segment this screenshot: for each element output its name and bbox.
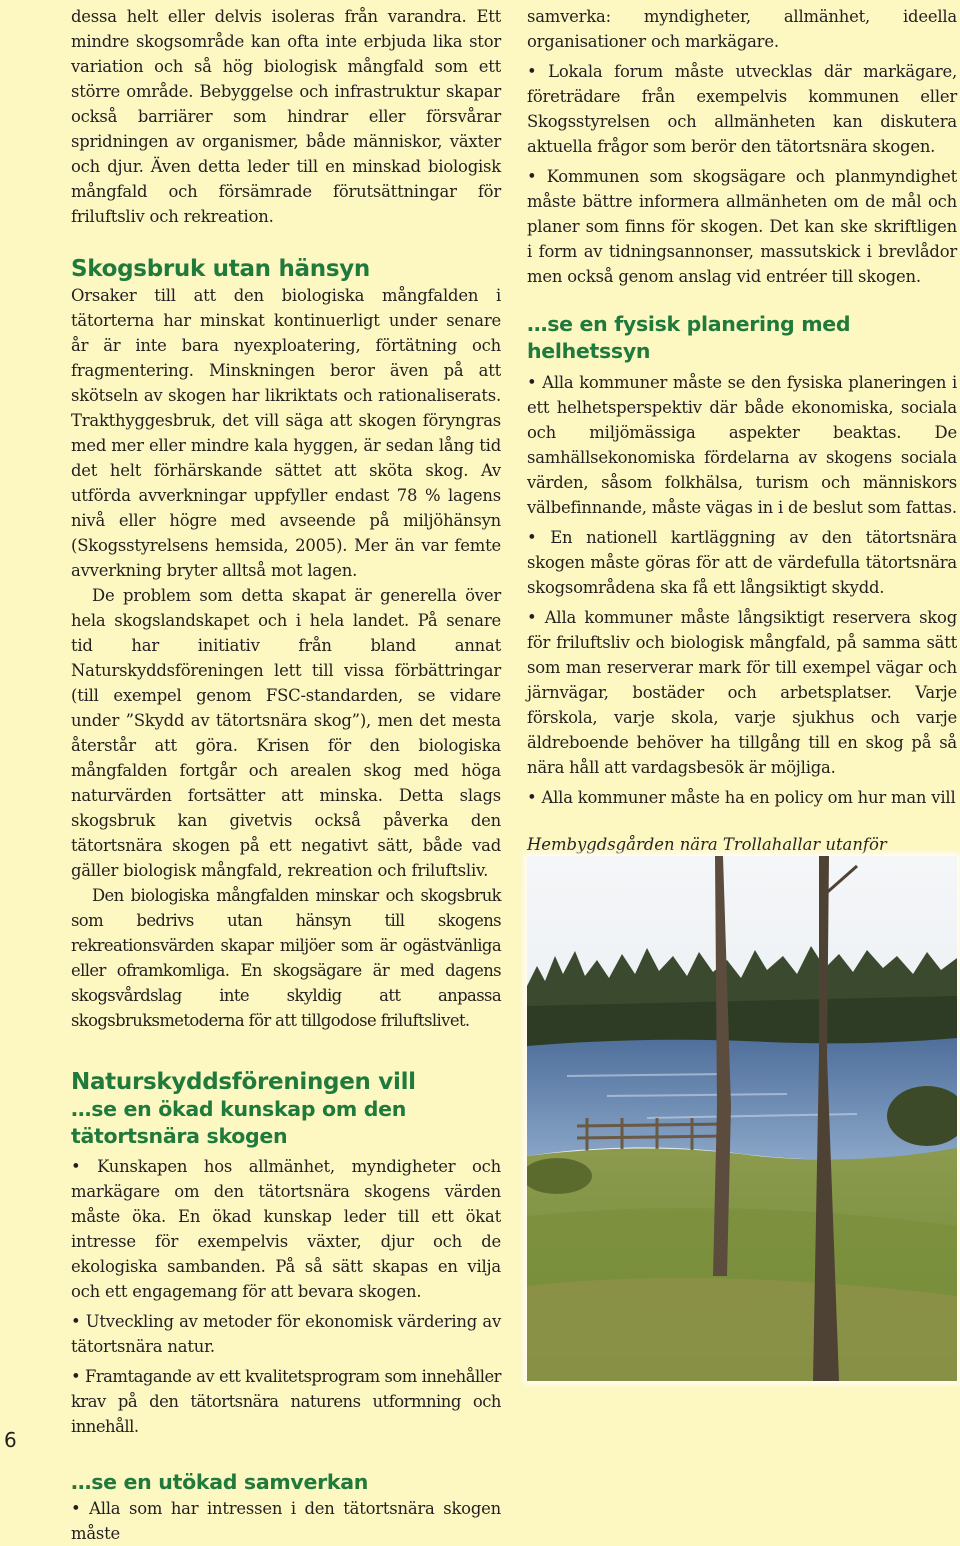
planering-bullet-3: • Alla kommuner måste långsiktigt reservera skog för friluftsliv och biologisk mångfald, på samma sätt som man reserverar mark för till exempel vägar och järnvägar, bostäder och arbetsplatser. Varje förskola, varje skola, varje sjukhus och varje äldreboende behöver ha tillgång till en skog på så nära håll att vardagsbesök är möjliga. bbox=[527, 608, 957, 777]
heading-samverkan: …se en utökad samverkan bbox=[71, 1470, 369, 1494]
planering-bullet-4: • Alla kommuner måste ha en policy om hur man vill bbox=[527, 788, 956, 807]
heading-kunskap: …se en ökad kunskap om den tätortsnära skogen bbox=[71, 1097, 406, 1148]
samverkan-bullet-2: • Lokala forum måste utvecklas där markägare, företrädare från exempelvis kommunen eller Skogsstyrelsen och allmänheten kan diskutera aktuella frågor som berör den tätortsnära skogen. bbox=[527, 62, 957, 156]
kunskap-bullet-2: • Utveckling av metoder för ekonomisk värdering av tätortsnära natur. bbox=[71, 1312, 501, 1356]
heading-skogsbruk: Skogsbruk utan hänsyn bbox=[71, 256, 370, 282]
heading-planering: …se en fysisk planering med helhetssyn bbox=[527, 312, 851, 363]
planering-bullet-1: • Alla kommuner måste se den fysiska planeringen i ett helhetsperspektiv där både ekonomiska, sociala och miljömässiga aspekter beaktas. De samhällsekonomiska fördelarna av skogens sociala värden, såsom folkhälsa, turism och människors välbefinnande, måste vägas in i de beslut som fattas. bbox=[527, 373, 957, 517]
left-column bbox=[71, 4, 501, 1546]
right-column bbox=[527, 4, 957, 882]
samverkan-bullet-3: • Kommunen som skogsägare och planmyndighet måste bättre informera allmänheten om de mål och planer som finns för skogen. Det kan ske skriftligen i form av tidningsannonser, massutskick i brevlådor men också genom anslag vid entréer till skogen. bbox=[527, 167, 957, 286]
lake-landscape-image bbox=[527, 856, 957, 1381]
samverkan-bullet-1: • Alla som har intressen i den tätortsnära skogen måste bbox=[71, 1499, 501, 1543]
heading-naturskyddsforeningen: Naturskyddsföreningen vill bbox=[71, 1069, 416, 1095]
skogsbruk-paragraph-1: Orsaker till att den biologiska mångfalden i tätorterna har minskat kontinuerligt under senare år är inte bara nyexploatering, förtätning och fragmentering. Minskningen beror även på att skötseln av skogen har likriktats och rationaliserats. Trakthyggesbruk, det vill säga att skogen föryngras med mer eller mindre kala hyggen, är sedan lång tid det helt förhärskande sättet att sköta skog. Av utförda avverkningar uppfyller endast 78 % lagens nivå eller högre med avseende på miljöhänsyn (Skogsstyrelsens hemsida, 2005). Mer än var femte avverkning bryter alltså mot lagen. bbox=[71, 286, 501, 580]
page-number: 6 bbox=[4, 1428, 17, 1452]
samverkan-continued: samverka: myndigheter, allmänhet, ideella organisationer och markägare. bbox=[527, 7, 957, 51]
skogsbruk-paragraph-3: Den biologiska mångfalden minskar och skogsbruk som bedrivs utan hänsyn till skogens rekreationsvärden skapar miljöer som är ogästvänliga eller oframkomliga. En skogsägare är med dagens skogsvårdslag inte skyldig att anpassa skogsbruksmetoderna för att tillgodose friluftslivet. bbox=[71, 886, 501, 1030]
skogsbruk-paragraph-2: De problem som detta skapat är generella över hela skogslandskapet och i hela landet. På senare tid har initiativ från bland annat Naturskyddsföreningen lett till vissa förbättringar (till exempel genom FSC-standarden, se vidare under ”Skydd av tätortsnära skog”), men det mesta återstår att göra. Krisen för den biologiska mångfalden fortgår och arealen skog med höga naturvärden fortsätter att minska. Detta slags skogsbruk kan givetvis också påverka den tätortsnära skogen på ett negativt sätt, både vad gäller biologisk mångfald, rekreation och friluftsliv. bbox=[71, 586, 501, 880]
lake-photo bbox=[527, 856, 957, 1381]
intro-paragraph: dessa helt eller delvis isoleras från varandra. Ett mindre skogsområde kan ofta inte erbjuda lika stor variation och så hög biologisk mångfald som ett större område. Bebyggelse och infrastruktur skapar också barriärer som hindrar eller försvårar spridningen av organismer, både människor, växter och djur. Även detta leder till en minskad biologisk mångfald och försämrade förutsättningar för friluftsliv och rekreation. bbox=[71, 7, 501, 226]
kunskap-bullet-1: • Kunskapen hos allmänhet, myndigheter och markägare om den tätortsnära skogens värden måste öka. En ökad kunskap leder till ett ökat intresse för exempelvis växter, djur och de ekologiska sambanden. På så sätt skapas en vilja och ett engagemang för att bevara skogen. bbox=[71, 1157, 501, 1301]
photo-caption: Hembygdsgården nära Trollahallar utanför bbox=[527, 835, 887, 854]
planering-bullet-2: • En nationell kartläggning av den tätortsnära skogen måste göras för att de värdefulla tätortsnära skogsområdena ska få ett långsiktigt skydd. bbox=[527, 528, 957, 597]
kunskap-bullet-3: • Framtagande av ett kvalitetsprogram som innehåller krav på den tätortsnära naturens utformning och innehåll. bbox=[71, 1367, 501, 1436]
